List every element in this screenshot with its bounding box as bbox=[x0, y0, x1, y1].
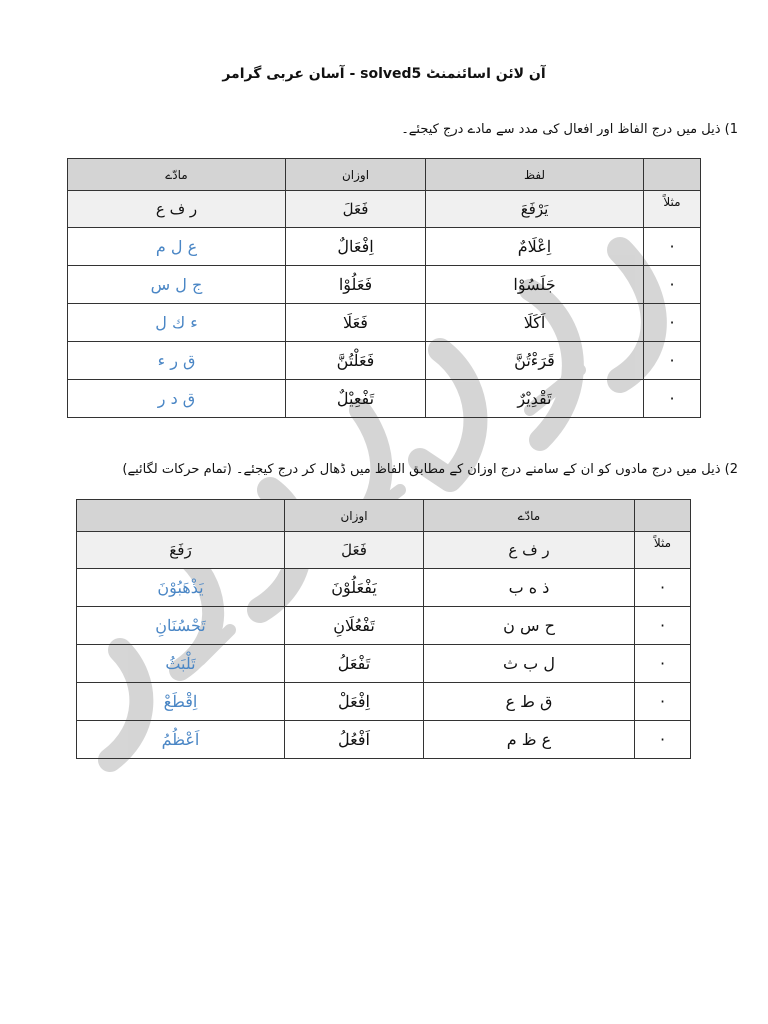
example-row bbox=[68, 191, 701, 228]
row-word-answer: تَحْسُنَانِ bbox=[77, 607, 285, 645]
row-madda-answer: ق د ر bbox=[68, 380, 286, 418]
table-row bbox=[77, 721, 691, 759]
example-label: مثلاً bbox=[635, 532, 691, 569]
row-bullet: · bbox=[635, 721, 691, 759]
row-bullet: · bbox=[644, 228, 701, 266]
row-word-answer: اَعْظُمُ bbox=[77, 721, 285, 759]
row-word-answer: اِقْطَعْ bbox=[77, 683, 285, 721]
example-madda: ر ف ع bbox=[424, 532, 635, 569]
row-madda-answer: ع ل م bbox=[68, 228, 286, 266]
row-bullet: · bbox=[635, 645, 691, 683]
row-word: تَقْدِيْرٌ bbox=[426, 380, 644, 418]
row-wazan: فَعَلُوْا bbox=[286, 266, 426, 304]
row-wazan: تَفْعَلُ bbox=[285, 645, 424, 683]
table-row bbox=[77, 683, 691, 721]
row-madda: ل ب ث bbox=[424, 645, 635, 683]
row-madda: ح س ن bbox=[424, 607, 635, 645]
header-wazan: اوزان bbox=[286, 159, 426, 191]
row-wazan: تَفْعِيْلٌ bbox=[286, 380, 426, 418]
table-header-row bbox=[77, 500, 691, 532]
row-madda-answer: ق ر ء bbox=[68, 342, 286, 380]
table-header-row bbox=[68, 159, 701, 191]
row-word-answer: يَذْهَبُوْنَ bbox=[77, 569, 285, 607]
row-word: قَرَءْتُنَّ bbox=[426, 342, 644, 380]
page-title: آن لائن اسائنمنٹ solved5 - آسان عربی گرامر bbox=[222, 66, 546, 82]
example-wazan: فَعَلَ bbox=[285, 532, 424, 569]
table-row bbox=[68, 228, 701, 266]
row-wazan: اِفْعَلْ bbox=[285, 683, 424, 721]
example-row bbox=[77, 532, 691, 569]
table-row bbox=[68, 304, 701, 342]
row-bullet: · bbox=[644, 266, 701, 304]
example-madda: ر ف ع bbox=[68, 191, 286, 228]
example-word: یَرْفَعَ bbox=[426, 191, 644, 228]
row-madda: ذ ه ب bbox=[424, 569, 635, 607]
header-wazan: اوزان bbox=[285, 500, 424, 532]
section1-table bbox=[67, 158, 701, 418]
row-wazan: اَفْعُلُ bbox=[285, 721, 424, 759]
row-wazan: فَعَلْتُنَّ bbox=[286, 342, 426, 380]
row-wazan: تَفْعُلَانِ bbox=[285, 607, 424, 645]
section1-instruction: 1) ذیل میں درج الفاظ اور افعال کی مدد سے مادے درج کیجئے۔ bbox=[401, 122, 738, 137]
row-word-answer: تَلْبَثُ bbox=[77, 645, 285, 683]
table-row bbox=[68, 342, 701, 380]
row-bullet: · bbox=[635, 683, 691, 721]
table-row bbox=[77, 645, 691, 683]
header-example bbox=[635, 500, 691, 532]
header-word: لفظ bbox=[426, 159, 644, 191]
example-wazan: فَعَلَ bbox=[286, 191, 426, 228]
section2-instruction: 2) ذیل میں درج مادوں کو ان کے سامنے درج اوزان کے مطابق الفاظ میں ڈھال کر درج کیجئے۔ (تمام حرکات لگائیے) bbox=[122, 462, 738, 477]
row-bullet: · bbox=[644, 304, 701, 342]
row-madda: ق ط ع bbox=[424, 683, 635, 721]
row-wazan: يَفْعَلُوْنَ bbox=[285, 569, 424, 607]
row-bullet: · bbox=[644, 380, 701, 418]
table-row bbox=[68, 266, 701, 304]
section2-table bbox=[76, 499, 691, 759]
header-word bbox=[77, 500, 285, 532]
row-bullet: · bbox=[644, 342, 701, 380]
header-madda: مادّے bbox=[68, 159, 286, 191]
row-madda-answer: ء ك ل bbox=[68, 304, 286, 342]
table-row bbox=[68, 380, 701, 418]
header-example bbox=[644, 159, 701, 191]
row-madda: ع ظ م bbox=[424, 721, 635, 759]
table-row bbox=[77, 607, 691, 645]
row-wazan: فَعَلَا bbox=[286, 304, 426, 342]
row-word: جَلَسُوْا bbox=[426, 266, 644, 304]
row-word: اِعْلَامٌ bbox=[426, 228, 644, 266]
example-label: مثلاً bbox=[644, 191, 701, 228]
row-madda-answer: ج ل س bbox=[68, 266, 286, 304]
row-bullet: · bbox=[635, 607, 691, 645]
row-wazan: اِفْعَالٌ bbox=[286, 228, 426, 266]
row-word: اَكَلَا bbox=[426, 304, 644, 342]
example-word: رَفَعَ bbox=[77, 532, 285, 569]
table-row bbox=[77, 569, 691, 607]
row-bullet: · bbox=[635, 569, 691, 607]
header-madda: مادّے bbox=[424, 500, 635, 532]
